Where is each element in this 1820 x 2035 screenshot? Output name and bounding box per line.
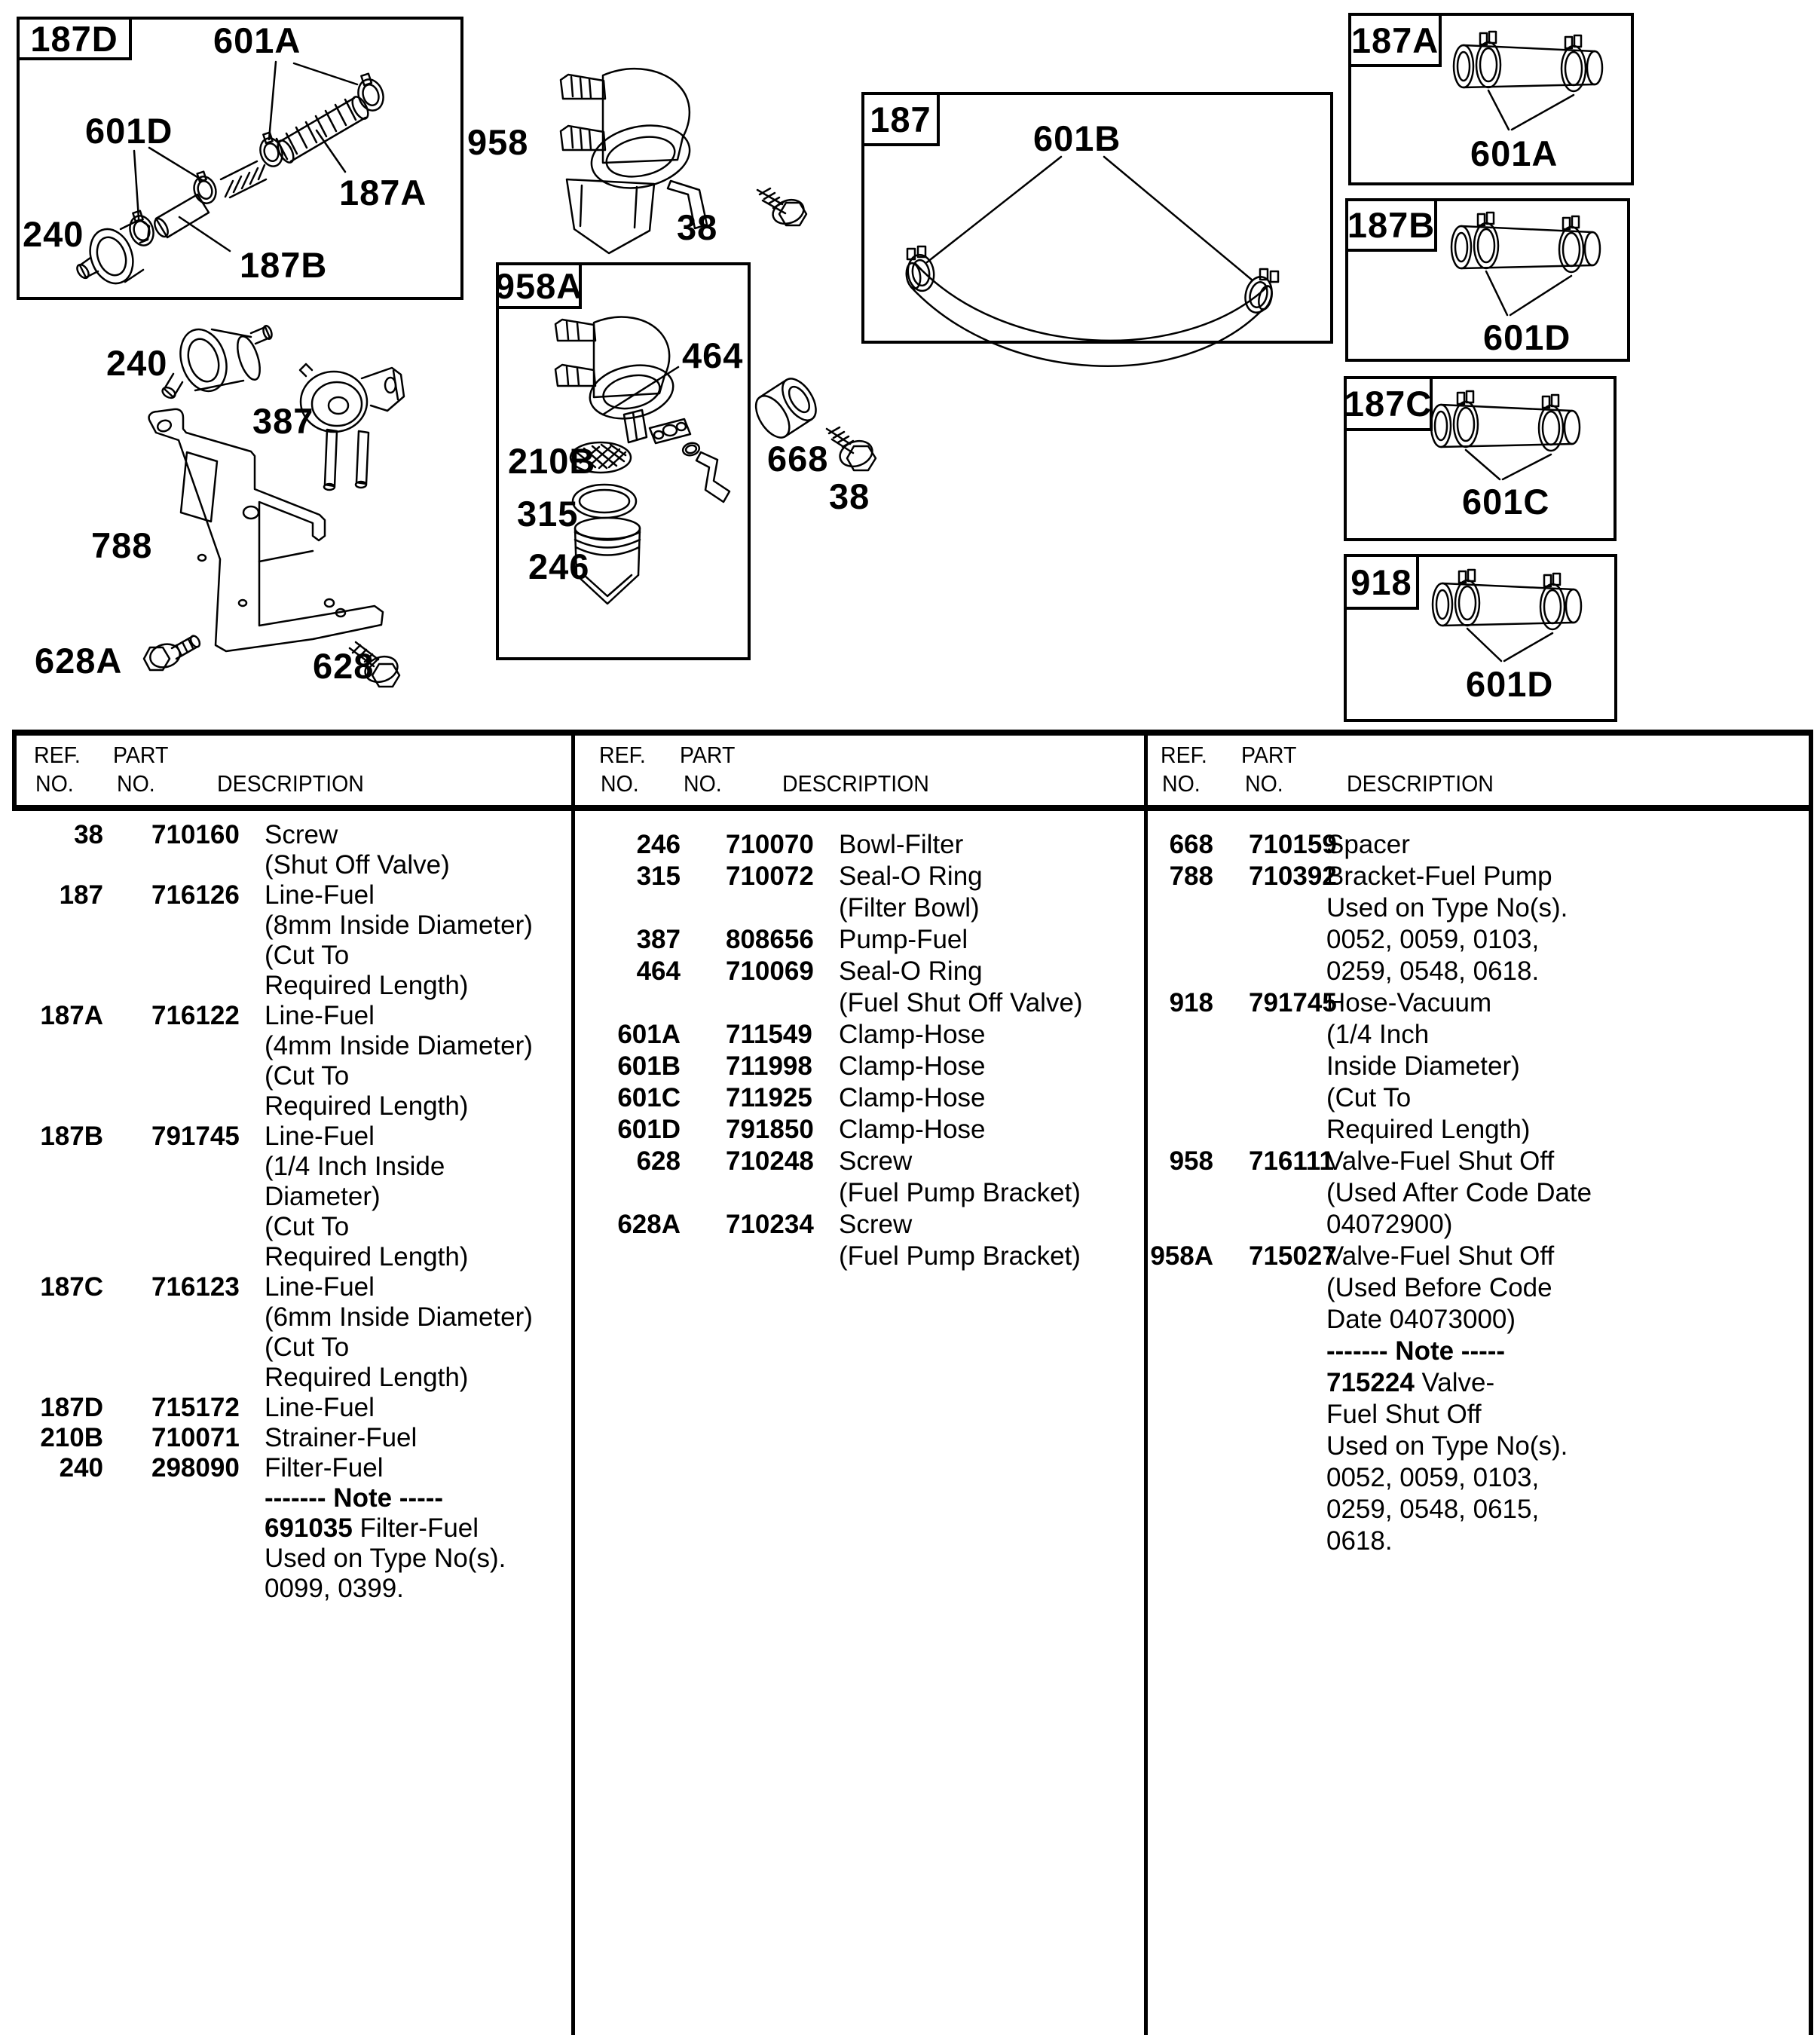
table-part-no: 791745 bbox=[151, 1122, 240, 1151]
table-desc-line: Pump-Fuel bbox=[839, 925, 968, 954]
table-part-no: 711549 bbox=[726, 1020, 812, 1049]
table-desc-line: 691035 Filter-Fuel bbox=[265, 1513, 479, 1543]
box-187D-tag bbox=[17, 17, 132, 60]
col1-header-ref1: REF. bbox=[34, 742, 81, 768]
table-part-no: 710071 bbox=[151, 1423, 240, 1452]
table-left-rule bbox=[12, 730, 17, 811]
box-187-tag bbox=[861, 92, 940, 146]
table-desc-line: Line-Fuel bbox=[265, 1001, 375, 1030]
box-958A-label: 958A bbox=[494, 265, 583, 306]
table-ref-no: 315 bbox=[636, 861, 681, 891]
table-ref-no: 464 bbox=[636, 956, 681, 986]
table-ref-no: 958 bbox=[1169, 1146, 1213, 1176]
table-desc-line: Seal-O Ring bbox=[839, 861, 983, 891]
table-desc-line: ------- Note ----- bbox=[265, 1483, 444, 1513]
table-ref-no: 38 bbox=[74, 820, 103, 849]
table-desc-line: (Fuel Shut Off Valve) bbox=[839, 988, 1083, 1017]
callout-601A-right: 601A bbox=[1470, 133, 1558, 173]
col2-header-part2: NO. bbox=[684, 770, 722, 797]
table-desc-line: (8mm Inside Diameter) bbox=[265, 910, 533, 940]
table-desc-line: 715224 Valve- bbox=[1326, 1368, 1495, 1397]
table-part-no: 715027 bbox=[1249, 1241, 1337, 1271]
callout-187A-187D: 187A bbox=[339, 173, 427, 213]
table-desc-line: 0099, 0399. bbox=[265, 1574, 404, 1603]
table-ref-no: 187B bbox=[40, 1122, 103, 1151]
table-part-no: 298090 bbox=[151, 1453, 240, 1483]
table-desc-line: (1/4 Inch Inside bbox=[265, 1152, 445, 1181]
table-part-no: 808656 bbox=[726, 925, 814, 954]
table-desc-line: Line-Fuel bbox=[265, 1272, 375, 1302]
table-desc-line: (Shut Off Valve) bbox=[265, 850, 450, 880]
box-918-tag bbox=[1344, 554, 1419, 610]
callout-601A-187D: 601A bbox=[213, 20, 301, 60]
table-desc-line: Line-Fuel bbox=[265, 1393, 375, 1422]
table-ref-no: 387 bbox=[636, 925, 681, 954]
table-ref-no: 187 bbox=[59, 880, 103, 910]
table-desc-line: Date 04073000) bbox=[1326, 1305, 1516, 1334]
box-187C-label: 187C bbox=[1344, 384, 1433, 424]
table-part-no: 710160 bbox=[151, 820, 240, 849]
table-desc-line: Used on Type No(s). bbox=[265, 1544, 506, 1573]
table-ref-no: 187D bbox=[40, 1393, 103, 1422]
callout-387: 387 bbox=[252, 401, 314, 441]
callout-315: 315 bbox=[517, 494, 579, 534]
callout-240-187D: 240 bbox=[23, 214, 84, 254]
table-desc-line: Bowl-Filter bbox=[839, 830, 964, 859]
table-part-no: 710072 bbox=[726, 861, 814, 891]
table-ref-no: 601A bbox=[617, 1020, 681, 1049]
col3-header-part2: NO. bbox=[1245, 770, 1283, 797]
table-desc-line: Line-Fuel bbox=[265, 1122, 375, 1151]
table-desc-line: (Cut To bbox=[265, 1212, 350, 1241]
table-divider-1 bbox=[571, 730, 575, 2035]
table-ref-no: 668 bbox=[1169, 830, 1213, 859]
table-ref-no: 187C bbox=[40, 1272, 103, 1302]
table-part-no: 710159 bbox=[1249, 830, 1337, 859]
table-ref-no: 958A bbox=[1150, 1241, 1213, 1271]
callout-788: 788 bbox=[91, 525, 153, 565]
callout-38-top: 38 bbox=[677, 207, 718, 247]
table-desc-line: Screw bbox=[265, 820, 338, 849]
table-part-no: 716126 bbox=[151, 880, 240, 910]
table-ref-no: 918 bbox=[1169, 988, 1213, 1017]
callout-601D-187D: 601D bbox=[85, 111, 173, 151]
table-part-no: 791745 bbox=[1249, 988, 1337, 1017]
spacer-668-art bbox=[749, 373, 823, 443]
table-desc-line: 0052, 0059, 0103, bbox=[1326, 925, 1540, 954]
callout-628A: 628A bbox=[35, 641, 123, 681]
callout-668: 668 bbox=[767, 439, 829, 479]
table-ref-no: 210B bbox=[40, 1423, 103, 1452]
table-desc-line: (Used After Code Date bbox=[1326, 1178, 1592, 1207]
box-187D-label: 187D bbox=[30, 18, 118, 59]
callout-210B: 210B bbox=[508, 441, 596, 481]
box-187B-tag bbox=[1345, 198, 1437, 252]
table-desc-line: Filter-Fuel bbox=[265, 1453, 384, 1483]
table-desc-line: 0259, 0548, 0618. bbox=[1326, 956, 1540, 986]
table-desc-line: Screw bbox=[839, 1210, 913, 1239]
table-desc-line: ------- Note ----- bbox=[1326, 1336, 1506, 1366]
table-desc-line: Valve-Fuel Shut Off bbox=[1326, 1146, 1555, 1176]
table-part-no: 711925 bbox=[726, 1083, 812, 1112]
col2-header-desc: DESCRIPTION bbox=[782, 770, 929, 797]
table-desc-line: (Fuel Pump Bracket) bbox=[839, 1178, 1081, 1207]
box-187B-label: 187B bbox=[1347, 205, 1436, 245]
table-desc-line: Screw bbox=[839, 1146, 913, 1176]
table-part-no: 710070 bbox=[726, 830, 814, 859]
col3-header-ref1: REF. bbox=[1161, 742, 1207, 768]
table-desc-line: Valve-Fuel Shut Off bbox=[1326, 1241, 1555, 1271]
table-desc-line: Seal-O Ring bbox=[839, 956, 983, 986]
table-part-no: 716111 bbox=[1249, 1146, 1334, 1176]
table-desc-line: Fuel Shut Off bbox=[1326, 1400, 1482, 1429]
callout-958: 958 bbox=[467, 122, 529, 162]
fuel-pump-387-art bbox=[300, 364, 404, 490]
col3-header-part1: PART bbox=[1241, 742, 1297, 768]
callout-601D-right1: 601D bbox=[1483, 317, 1571, 357]
table-desc-line: Inside Diameter) bbox=[1326, 1051, 1520, 1081]
fuel-filter-240-art bbox=[161, 323, 273, 400]
table-part-no: 710069 bbox=[726, 956, 814, 986]
table-ref-no: 187A bbox=[40, 1001, 103, 1030]
table-desc-line: Bracket-Fuel Pump bbox=[1326, 861, 1552, 891]
callout-628: 628 bbox=[313, 646, 375, 686]
table-desc-line: Strainer-Fuel bbox=[265, 1423, 418, 1452]
box-187A-tag bbox=[1348, 13, 1442, 67]
table-desc-line: Required Length) bbox=[265, 971, 469, 1000]
table-desc-line: (Fuel Pump Bracket) bbox=[839, 1241, 1081, 1271]
table-desc-line: Required Length) bbox=[265, 1363, 469, 1392]
callout-38-mid: 38 bbox=[829, 476, 870, 516]
callout-246: 246 bbox=[528, 546, 590, 586]
callout-187B-187D: 187B bbox=[240, 245, 328, 285]
table-ref-no: 601C bbox=[617, 1083, 681, 1112]
table-desc-line: (6mm Inside Diameter) bbox=[265, 1302, 533, 1332]
table-header-rule bbox=[12, 805, 1813, 811]
table-desc-line: 0052, 0059, 0103, bbox=[1326, 1463, 1540, 1492]
table-desc-line: Diameter) bbox=[265, 1182, 381, 1211]
table-desc-line: Clamp-Hose bbox=[839, 1115, 986, 1144]
box-187A-label: 187A bbox=[1350, 20, 1439, 60]
table-desc-line: (Used Before Code bbox=[1326, 1273, 1552, 1302]
table-desc-line: Clamp-Hose bbox=[839, 1051, 986, 1081]
table-desc-line: Used on Type No(s). bbox=[1326, 893, 1568, 923]
table-desc-line: 04072900) bbox=[1326, 1210, 1453, 1239]
box-918-label: 918 bbox=[1350, 562, 1412, 602]
table-desc-line: (Cut To bbox=[265, 1061, 350, 1091]
screw-38-mid-art bbox=[827, 427, 876, 471]
table-ref-no: 628A bbox=[617, 1210, 681, 1239]
table-desc-line: 0618. bbox=[1326, 1526, 1393, 1556]
table-desc-line: Required Length) bbox=[1326, 1115, 1531, 1144]
table-part-no: 716123 bbox=[151, 1272, 240, 1302]
table-divider-2 bbox=[1144, 730, 1148, 2035]
col2-header-part1: PART bbox=[680, 742, 736, 768]
col2-header-ref2: NO. bbox=[601, 770, 639, 797]
table-desc-line: Clamp-Hose bbox=[839, 1083, 986, 1112]
table-desc-line: (Filter Bowl) bbox=[839, 893, 980, 923]
table-part-no: 710234 bbox=[726, 1210, 814, 1239]
table-desc-line: Required Length) bbox=[265, 1242, 469, 1271]
table-ref-no: 246 bbox=[636, 830, 681, 859]
table-top-rule bbox=[12, 730, 1813, 736]
table-part-no: 791850 bbox=[726, 1115, 814, 1144]
table-desc-line: Line-Fuel bbox=[265, 880, 375, 910]
table-desc-line: (Cut To bbox=[265, 941, 350, 970]
col3-header-desc: DESCRIPTION bbox=[1347, 770, 1494, 797]
col1-header-part1: PART bbox=[113, 742, 169, 768]
table-desc-line: (1/4 Inch bbox=[1326, 1020, 1430, 1049]
table-desc-line: (Cut To bbox=[265, 1333, 350, 1362]
table-part-no: 715172 bbox=[151, 1393, 240, 1422]
table-part-no: 710392 bbox=[1249, 861, 1337, 891]
table-right-rule bbox=[1809, 730, 1813, 2035]
box-187C-tag bbox=[1344, 376, 1433, 431]
table-ref-no: 788 bbox=[1169, 861, 1213, 891]
table-desc-line: Hose-Vacuum bbox=[1326, 988, 1492, 1017]
table-ref-no: 601D bbox=[617, 1115, 681, 1144]
table-desc-line: Spacer bbox=[1326, 830, 1410, 859]
bracket-788-art bbox=[149, 409, 383, 651]
col1-header-ref2: NO. bbox=[35, 770, 74, 797]
box-187-label: 187 bbox=[870, 99, 931, 139]
table-desc-line: (Cut To bbox=[1326, 1083, 1412, 1112]
box-958A-tag bbox=[496, 262, 582, 309]
col3-header-ref2: NO. bbox=[1162, 770, 1201, 797]
col1-header-desc: DESCRIPTION bbox=[217, 770, 364, 797]
table-desc-line: 0259, 0548, 0615, bbox=[1326, 1495, 1540, 1524]
table-desc-line: Used on Type No(s). bbox=[1326, 1431, 1568, 1461]
callout-601C-right: 601C bbox=[1462, 482, 1550, 522]
table-ref-no: 628 bbox=[636, 1146, 681, 1176]
callout-464: 464 bbox=[682, 335, 744, 375]
col1-header-part2: NO. bbox=[117, 770, 155, 797]
table-ref-no: 240 bbox=[59, 1453, 103, 1483]
table-part-no: 711998 bbox=[726, 1051, 812, 1081]
table-desc-line: Required Length) bbox=[265, 1091, 469, 1121]
col2-header-ref1: REF. bbox=[599, 742, 646, 768]
table-part-no: 716122 bbox=[151, 1001, 240, 1030]
table-ref-no: 601B bbox=[617, 1051, 681, 1081]
callout-240-left: 240 bbox=[106, 343, 168, 383]
callout-601D-right2: 601D bbox=[1466, 664, 1554, 704]
callout-601B: 601B bbox=[1033, 118, 1121, 158]
table-desc-line: Clamp-Hose bbox=[839, 1020, 986, 1049]
table-part-no: 710248 bbox=[726, 1146, 814, 1176]
screw-628A-art bbox=[144, 635, 201, 671]
table-desc-line: (4mm Inside Diameter) bbox=[265, 1031, 533, 1060]
screw-38-top-art bbox=[757, 188, 807, 228]
